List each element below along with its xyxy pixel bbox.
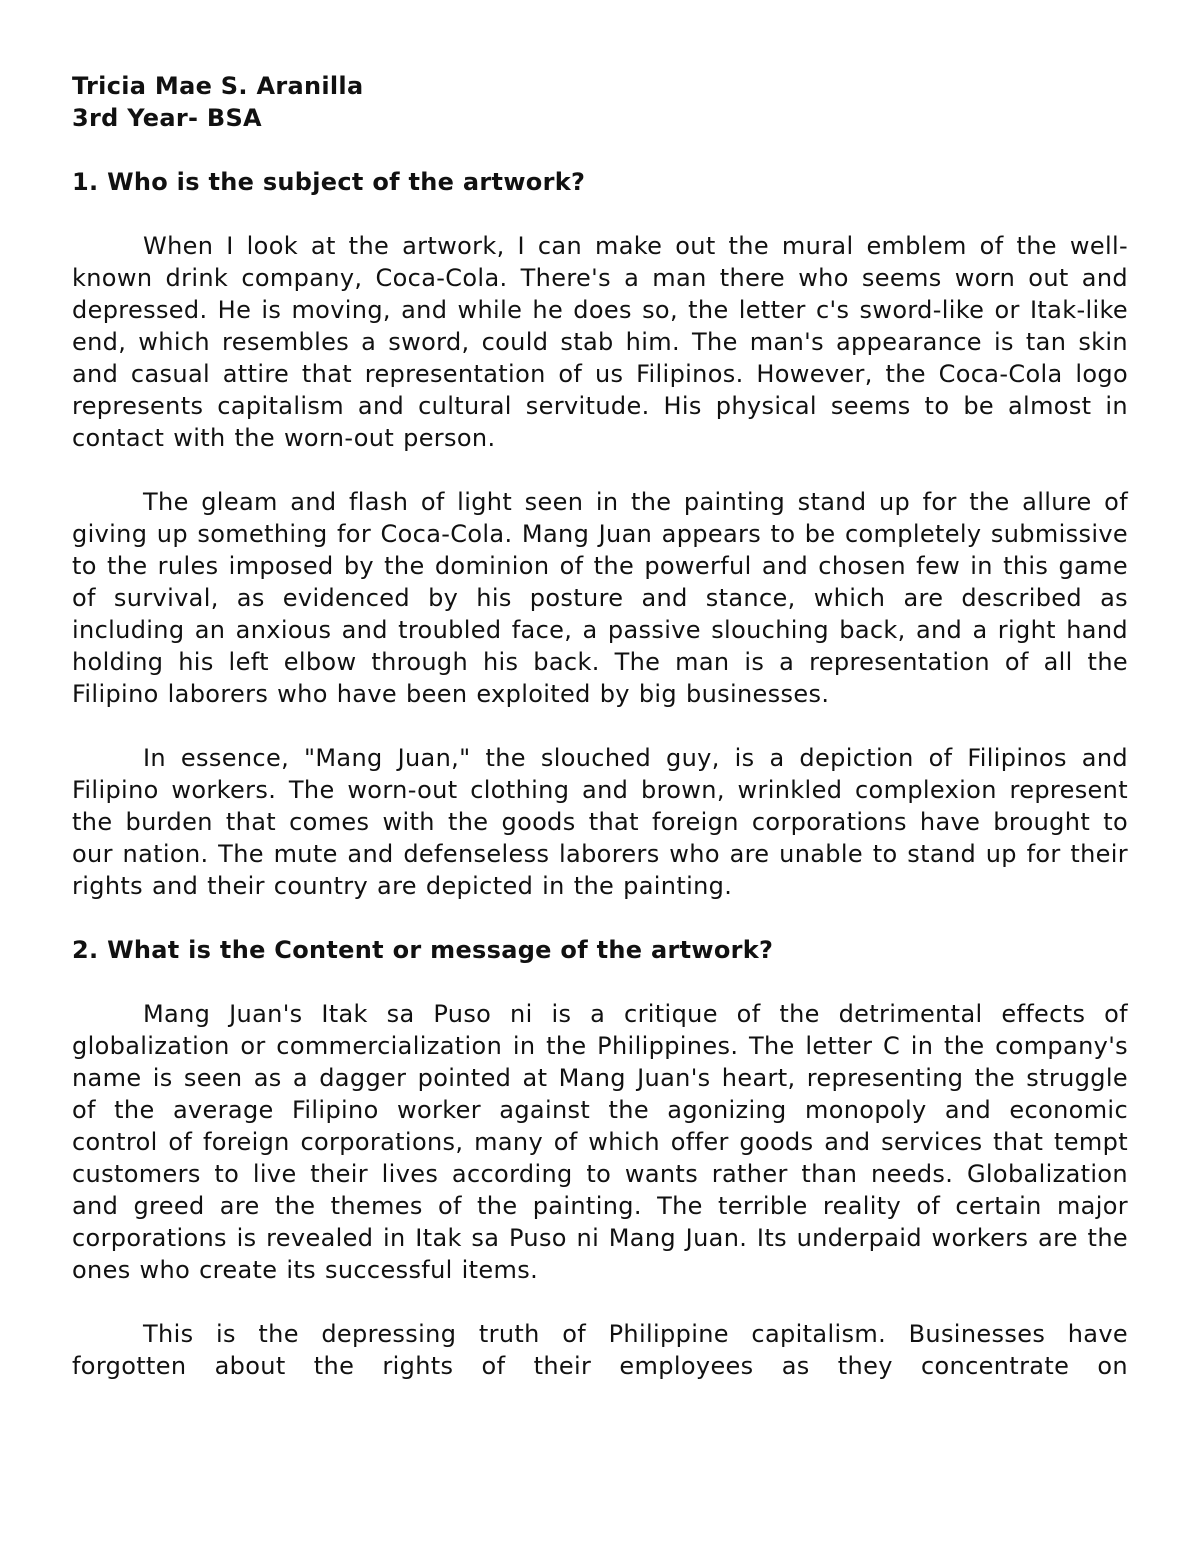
document-page bbox=[72, 70, 1128, 1382]
question-heading: 2. What is the Content or message of the artwork? bbox=[72, 936, 774, 964]
body-paragraph: Mang Juan's Itak sa Puso ni is a critique of the detrimental effects of globalization or commercialization in the Philippines. The letter C in the company's name is seen as a dagger pointed at Mang Juan's heart, representing the struggle of the average Filipino worker against the agonizing monopoly and economic control of foreign corporations, many of which offer goods and services that tempt customers to live their lives according to wants rather than needs. Globalization and greed are the themes of the painting. The terrible reality of certain major corporations is revealed in Itak sa Puso ni Mang Juan. Its underpaid workers are the ones who create its successful items. bbox=[72, 1000, 1128, 1284]
body-paragraph: The gleam and flash of light seen in the painting stand up for the allure of giving up something for Coca-Cola. Mang Juan appears to be completely submissive to the rules imposed by the dominion of the powerful and chosen few in this game of survival, as evidenced by his posture and stance, which are described as including an anxious and troubled face, a passive slouching back, and a right hand holding his left elbow through his back. The man is a representation of all the Filipino laborers who have been exploited by big businesses. bbox=[72, 488, 1128, 708]
question-heading: 1. Who is the subject of the artwork? bbox=[72, 168, 586, 196]
body-paragraph: This is the depressing truth of Philippine capitalism. Businesses have forgotten about the rights of their employees as they concentrate on bbox=[72, 1320, 1128, 1380]
author-year-course: 3rd Year- BSA bbox=[72, 104, 262, 132]
author-name: Tricia Mae S. Aranilla bbox=[72, 72, 364, 100]
body-paragraph: In essence, "Mang Juan," the slouched guy, is a depiction of Filipinos and Filipino workers. The worn-out clothing and brown, wrinkled complexion represent the burden that comes with the goods that foreign corporations have brought to our nation. The mute and defenseless laborers who are unable to stand up for their rights and their country are depicted in the painting. bbox=[72, 744, 1128, 900]
body-paragraph: When I look at the artwork, I can make out the mural emblem of the well-known drink company, Coca-Cola. There's a man there who seems worn out and depressed. He is moving, and while he does so, the letter c's sword-like or Itak-like end, which resembles a sword, could stab him. The man's appearance is tan skin and casual attire that representation of us Filipinos. However, the Coca-Cola logo represents capitalism and cultural servitude. His physical seems to be almost in contact with the worn-out person. bbox=[72, 232, 1128, 452]
